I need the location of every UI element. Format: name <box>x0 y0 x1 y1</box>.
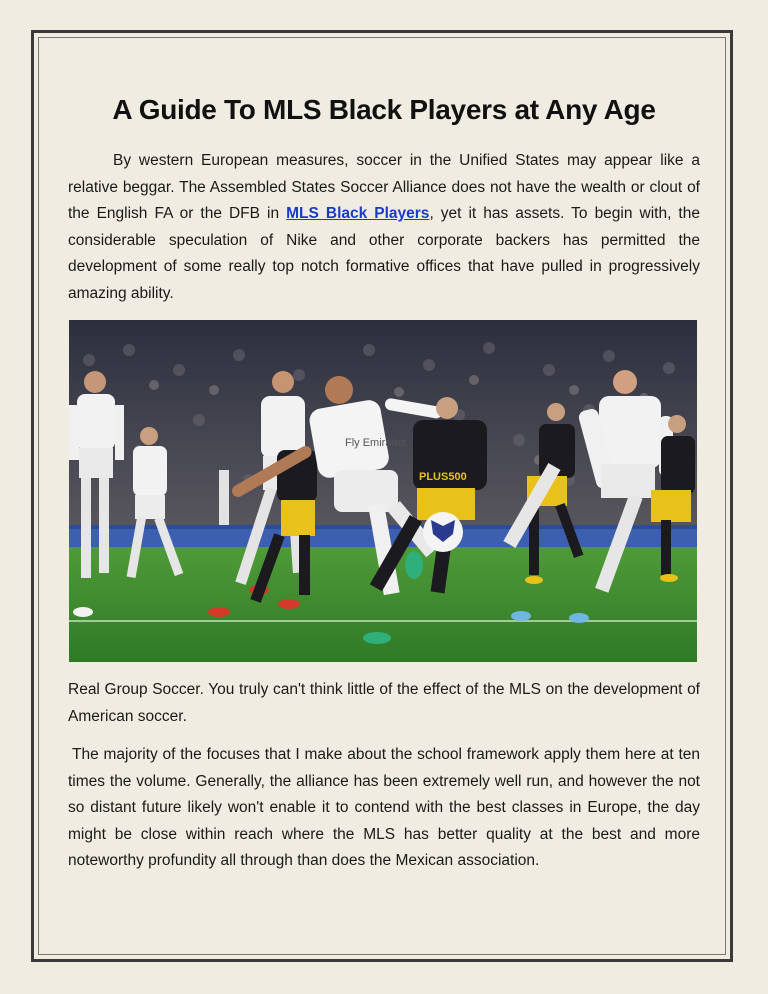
soccer-match-photo <box>69 320 697 662</box>
jersey-dark-sponsor-text: PLUS500 <box>419 471 467 483</box>
paragraph-mls-effect: Real Group Soccer. You truly can't think little of the effect of the MLS on the development of American soccer. <box>68 681 700 725</box>
document-title: A Guide To MLS Black Players at Any Age <box>112 94 656 125</box>
paragraph-intro-text-after: , yet it has assets. To begin with, the considerable speculation of Nike and other corporate backers has permitted the development of some really top notch formative offices that have pulled in progressively amazing ability. <box>68 205 700 302</box>
paragraph-intro-text-before: By western European measures, soccer in the Unified States may appear like a relative beggar. The Assembled States Soccer Alliance does not have the wealth or clout of the English FA or the DFB in <box>68 152 700 222</box>
jersey-sponsor-text: Fly Emirates <box>345 437 407 449</box>
paragraph-school-framework: The majority of the focuses that I make about the school framework apply them here at ten times the volume. Generally, the alliance has been extremely well run, and however the not so distant future likely won't enable it to contend with the best classes in Europe, the day might be close within reach where the MLS has better quality at the best and more noteworthy profundity all through than does the Mexican association. <box>68 746 700 869</box>
mls-black-players-link[interactable]: MLS Black Players <box>286 205 430 222</box>
paragraph-intro <box>68 148 700 307</box>
